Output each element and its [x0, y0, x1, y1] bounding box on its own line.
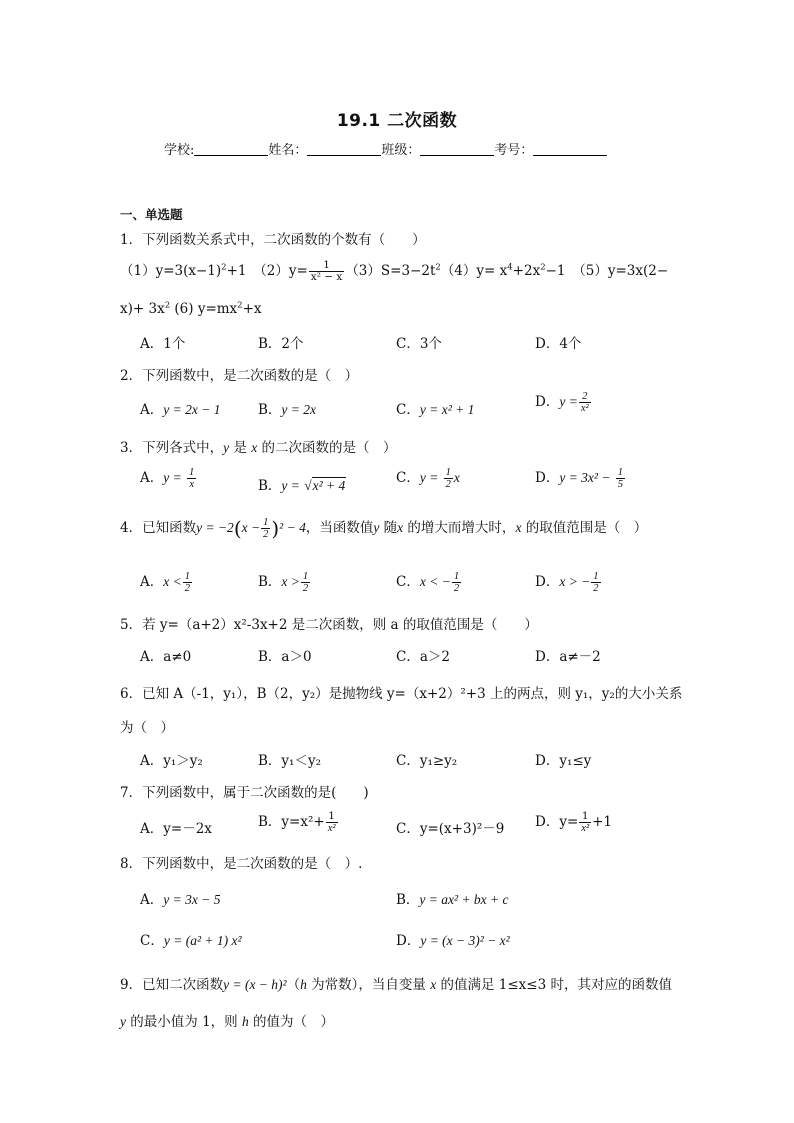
- q1-option-b[interactable]: B．2个: [258, 336, 304, 352]
- q4-fn-c: ² − 4: [279, 520, 306, 535]
- q7-option-a[interactable]: [140, 817, 212, 837]
- q8-option-a[interactable]: [140, 888, 220, 908]
- q1-option-c[interactable]: C．3个: [396, 336, 442, 352]
- q7-option-b[interactable]: [258, 810, 339, 834]
- q4-option-c[interactable]: [396, 570, 462, 594]
- q3-stem-y: y: [223, 440, 230, 455]
- q7-d-label: D．: [535, 814, 560, 830]
- q2-d-expr: y =: [559, 394, 578, 409]
- page-title: 19.1 二次函数: [336, 111, 458, 131]
- q2-c-expr: y = x² + 1: [419, 402, 475, 417]
- q1-expr-4-mid: +2x: [512, 263, 541, 279]
- q4-stem-y: y: [373, 520, 380, 535]
- q8-c-label: C．: [140, 933, 164, 949]
- q7-d-frac: [579, 811, 591, 834]
- q3-a-label: A．: [140, 470, 164, 486]
- q3-c-post: x: [453, 470, 460, 485]
- question-9-stem-line2: [120, 1010, 334, 1030]
- q6-option-c[interactable]: C．y₁≥y₂: [396, 753, 458, 769]
- q8-b-label: B．: [396, 892, 420, 908]
- exam-no-label: 考号：: [494, 143, 534, 158]
- q4-stem-x: x: [397, 520, 404, 535]
- student-info-line: [164, 139, 607, 158]
- q3-c-den: 2: [445, 479, 451, 490]
- q5-option-a[interactable]: A．a≠0: [140, 649, 192, 665]
- q9-stem-mid: （: [286, 977, 301, 993]
- q2-option-a[interactable]: [140, 398, 220, 418]
- q4-stem-x2: x: [515, 520, 522, 535]
- q7-option-c[interactable]: [396, 817, 504, 837]
- q1-expr-1-end: +1 （2）y=: [226, 263, 308, 279]
- question-5-stem: 5．若 y=（a+2）x²-3x+2 是二次函数，则 a 的取值范围是（ ）: [120, 617, 538, 633]
- q7-b-pre: y=x²+: [281, 814, 325, 830]
- q3-stem-c: 的二次函数的是（ ）: [257, 440, 397, 456]
- q4-a-label: A．: [140, 574, 164, 590]
- q7-b-num: 1: [328, 809, 335, 822]
- question-2-stem: 2．下列函数中，是二次函数的是（ ）: [120, 368, 359, 384]
- q9-l2-mid: 的最小值为 1，则: [126, 1014, 242, 1030]
- q6-option-d[interactable]: D．y₁≤y: [535, 753, 592, 769]
- q2-d-num: 2: [582, 390, 588, 402]
- q4-c-expr: x < −: [419, 574, 451, 589]
- q3-c-label: C．: [396, 470, 420, 486]
- q7-d-pre: y=: [559, 814, 579, 830]
- q8-d-expr: y = (x − 3)² − x²: [420, 933, 510, 948]
- q7-a-expr: y=－2x: [163, 821, 212, 837]
- question-9-stem: [120, 973, 672, 993]
- q4-b-label: B．: [258, 574, 282, 590]
- q4-a-expr: x <: [163, 574, 182, 589]
- q4-stem-tail: 的增大而增大时，: [403, 520, 516, 536]
- q1-expr-4-end: −1 （5）y=3x(2−: [545, 263, 669, 279]
- q7-d-den: x²: [581, 823, 590, 834]
- q2-b-label: B．: [258, 402, 282, 418]
- q7-a-label: A．: [140, 821, 164, 837]
- q8-option-d[interactable]: [396, 929, 510, 949]
- q3-stem-b: 是: [229, 440, 252, 456]
- q3-d-frac: [616, 467, 625, 490]
- school-label: 学校:: [164, 143, 195, 158]
- question-1-stem: 1．下列函数关系式中，二次函数的个数有（ ）: [120, 232, 426, 248]
- q6-option-b[interactable]: B．y₁＜y₂: [258, 753, 321, 769]
- q1-fraction: [309, 260, 345, 283]
- class-blank: [420, 143, 494, 156]
- q7-b-frac: [326, 811, 338, 834]
- q4-stem-post: ，当函数值: [305, 520, 374, 536]
- q4-d-num: 1: [593, 570, 599, 582]
- q5-option-c[interactable]: C．a＞2: [396, 649, 450, 665]
- q8-d-label: D．: [396, 933, 421, 949]
- q4-option-d[interactable]: [535, 570, 602, 594]
- q4-a-num: 1: [184, 570, 190, 582]
- q3-c-num: 1: [445, 466, 451, 478]
- class-label: 班级：: [381, 143, 421, 158]
- q4-stem-mid: 随: [379, 520, 398, 536]
- q9-stem-pre: 9．已知二次函数: [120, 977, 224, 993]
- q1-sup: 2: [221, 262, 227, 273]
- exam-no-blank: [533, 143, 607, 156]
- q4-d-expr: x > −: [559, 574, 591, 589]
- q1-frac-num: 1: [323, 258, 330, 271]
- q2-option-c[interactable]: [396, 398, 474, 418]
- q4-b-frac: [301, 571, 310, 594]
- q1-l2-sup: 2: [164, 300, 171, 311]
- q9-stem-mid2: 为常数），当自变量: [306, 977, 431, 993]
- q1-expr-3: （3）S=3−2t: [345, 263, 436, 279]
- q7-b-den: x²: [327, 823, 336, 834]
- q4-paren-close: ): [271, 516, 280, 541]
- q2-c-label: C．: [396, 402, 420, 418]
- q9-l2-y: y: [120, 1014, 126, 1029]
- q1-l2-b: (6) y=mx: [170, 301, 238, 317]
- q4-b-den: 2: [302, 583, 309, 594]
- q3-c-pre: y =: [419, 470, 439, 485]
- q3-option-b[interactable]: [258, 474, 346, 494]
- q3-b-label: B．: [258, 478, 282, 494]
- school-blank: [194, 143, 268, 156]
- q4-d-frac: [591, 571, 600, 594]
- q7-c-label: C．: [396, 821, 420, 837]
- q2-d-den: x²: [580, 403, 589, 414]
- q3-option-c[interactable]: [396, 466, 460, 490]
- q9-stem-x: x: [430, 977, 437, 992]
- question-1-line1: [120, 259, 668, 283]
- q8-a-label: A．: [140, 892, 164, 908]
- q4-fn-num: 1: [263, 516, 269, 528]
- q7-b-label: B．: [258, 814, 282, 830]
- q9-stem-h: h: [300, 977, 307, 992]
- question-1-line2: [120, 301, 262, 317]
- q7-d-post: +1: [592, 814, 612, 830]
- q2-a-label: A．: [140, 402, 164, 418]
- question-4-stem: [120, 516, 647, 541]
- name-label: 姓名：: [268, 143, 308, 158]
- q3-a-num: 1: [189, 466, 195, 478]
- q4-option-b[interactable]: [258, 570, 311, 594]
- q9-stem-post: 的值满足 1≤x≤3 时，其对应的函数值: [436, 977, 672, 993]
- q8-c-expr: y = (a² + 1) x²: [163, 933, 242, 948]
- q4-paren-open: (: [233, 516, 242, 541]
- q5-option-d[interactable]: D．a≠－2: [535, 649, 601, 665]
- q1-sup4b: 2: [540, 262, 546, 273]
- q1-expr-1: （1）y=3(x−1): [120, 263, 222, 279]
- q3-d-num: 1: [617, 466, 624, 478]
- question-3-stem: [120, 436, 396, 456]
- q4-stem-pre: 4．已知函数: [120, 520, 197, 536]
- q4-c-den: 2: [453, 583, 460, 594]
- q3-stem-a: 3．下列各式中，: [120, 440, 224, 456]
- q1-l2-c: +x: [242, 301, 262, 317]
- q2-d-label: D．: [535, 394, 560, 410]
- q3-option-a[interactable]: [140, 466, 197, 490]
- q1-l2-a: x)+ 3x: [120, 301, 165, 317]
- q4-stem-tail2: 的取值范围是（ ）: [521, 520, 648, 536]
- q7-option-d[interactable]: [535, 810, 612, 834]
- q9-l2-end: 的值为（ ）: [248, 1014, 335, 1030]
- q5-option-b[interactable]: B．a＞0: [258, 649, 312, 665]
- question-7-stem: 7．下列函数中，属于二次函数的是( ): [120, 785, 369, 801]
- q1-l2-sup2: 2: [237, 300, 243, 311]
- q3-d-label: D．: [535, 470, 560, 486]
- q4-d-label: D．: [535, 574, 560, 590]
- question-6-stem: 6．已知 A（-1，y₁），B（2，y₂）是抛物线 y=（x+2）²+3 上的两点，则 y₁，y₂的大小关系: [120, 686, 683, 702]
- q1-sup4: 4: [507, 262, 513, 273]
- q4-c-frac: [452, 571, 461, 594]
- q3-d-den: 5: [617, 479, 624, 490]
- q4-fn-frac: [261, 517, 270, 540]
- q4-a-den: 2: [184, 583, 190, 594]
- q2-option-b[interactable]: [258, 398, 316, 418]
- q9-fn: y = (x − h)²: [223, 977, 287, 992]
- q1-option-d[interactable]: D．4个: [535, 336, 582, 352]
- q2-d-frac: [579, 391, 591, 414]
- q1-sup3: 2: [435, 262, 441, 273]
- q4-fn-b: x −: [241, 520, 261, 535]
- q4-c-num: 1: [453, 570, 460, 582]
- q2-a-expr: y = 2x − 1: [163, 402, 221, 417]
- q2-b-expr: y = 2x: [281, 402, 317, 417]
- q3-b-sqrt: √x² + 4: [304, 478, 346, 493]
- q3-stem-x: x: [251, 440, 258, 455]
- q7-c-expr: y=(x+3)²－9: [419, 821, 505, 837]
- q6-option-a[interactable]: A．y₁＞y₂: [140, 753, 203, 769]
- name-blank: [307, 143, 381, 156]
- q8-a-expr: y = 3x − 5: [163, 892, 221, 907]
- section-heading: 一、单选题: [120, 207, 183, 222]
- q1-option-a[interactable]: A．1个: [140, 336, 186, 352]
- q4-fn-a: y = −2: [196, 520, 234, 535]
- q4-d-den: 2: [593, 583, 599, 594]
- q1-expr-4: （4）y= x: [440, 263, 508, 279]
- q3-c-frac: [444, 467, 453, 490]
- q4-a-frac: [183, 571, 192, 594]
- question-8-stem: 8．下列函数中，是二次函数的是（ ）.: [120, 856, 363, 872]
- q1-frac-den: x² − x: [310, 271, 343, 283]
- question-6-stem-line2: 为（ ）: [120, 720, 174, 736]
- q3-d-pre: y = 3x² −: [559, 470, 611, 485]
- q4-c-label: C．: [396, 574, 420, 590]
- q4-b-expr: x >: [281, 574, 300, 589]
- q8-option-c[interactable]: [140, 929, 242, 949]
- q3-b-pre: y =: [281, 478, 300, 493]
- q3-a-frac: [187, 467, 196, 490]
- q4-option-a[interactable]: [140, 570, 193, 594]
- q8-b-expr: y = ax² + bx + c: [419, 892, 509, 907]
- q3-a-den: x: [187, 478, 196, 490]
- q2-option-d[interactable]: [535, 390, 592, 414]
- q9-l2-h: h: [241, 1014, 249, 1029]
- q3-b-radicand: x² + 4: [312, 478, 346, 493]
- q3-option-d[interactable]: [535, 466, 626, 490]
- q7-d-num: 1: [581, 809, 589, 822]
- q3-a-pre: y =: [163, 470, 182, 485]
- q4-b-num: 1: [302, 570, 309, 582]
- q4-fn-den: 2: [263, 529, 269, 540]
- q8-option-b[interactable]: [396, 888, 509, 908]
